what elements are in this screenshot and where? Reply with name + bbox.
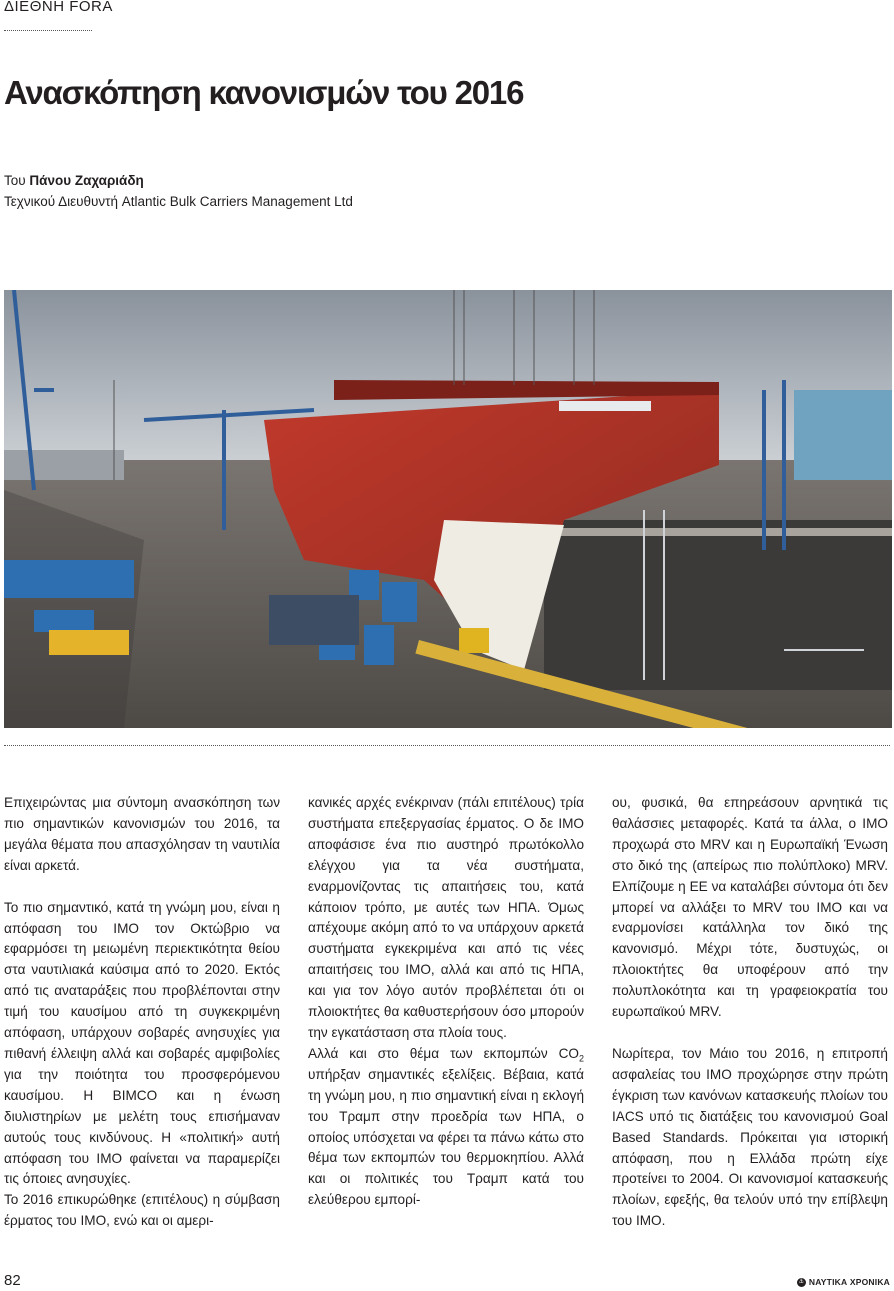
subscript: 2 — [578, 1053, 584, 1064]
paragraph: Νωρίτερα, τον Μάιο του 2016, η επιτροπή ασφαλείας του ΙΜΟ προχώρησε στην πρώτη έγκριση των κανόνων κατασκευής πλοίων του IACS υπό τις διατάξεις του κανονισμού Goal Based Standards. Πρόκειται για ιστορική απόφαση, που η Ελλάδα πρώτη είχε προτείνει το 2004. Οι κανονισμοί κατασκευής πλοίων, εφεξής, θα τελούν υπό την επίβλεψη του ΙΜΟ. — [612, 1045, 888, 1229]
paragraph: κανικές αρχές ενέκριναν (πάλι επιτέλους) τρία συστήματα επεξεργασίας έρματος. Ο δε ΙΜΟ αποφάσισε ένα πιο αυστηρό πρωτόκολλο ελέγχου για τα νέα συστήματα, εναρμονίζοντας τις απαιτήσεις του, κατά κάποιον τρόπο, με αυτές των ΗΠΑ. Όμως απέχουμε ακόμη από το να υπάρχουν αρκετά συστήματα εγκεκριμένα και από τις νέες απαιτήσεις του ΙΜΟ, αλλά και από τις ΗΠΑ, και για τον λόγο αυτόν προβλέπεται ότι οι πλοιοκτήτες θα καθυστερήσουν όσο μπορούν την εγκατάσταση στα πλοία τους. — [308, 795, 584, 1040]
article-photo — [4, 290, 892, 728]
byline — [4, 170, 353, 212]
paragraph: Το πιο σημαντικό, κατά τη γνώμη μου, είναι η απόφαση του ΙΜΟ τον Οκτώβριο να εφαρμόσει τη μειωμένη περιεκτικότητα θείου στα ναυτιλιακά καύσιμα από το 2020. Εκτός από τις αναταράξεις που προβλέπονται στην τιμή του καυσίμου από τη συγκεκριμένη απόφαση, υπάρχουν σοβαρές ανησυχίες για πιθανή έλλειψη αλλά και σοβαρές αμφιβολίες για την ποιότητα του προσφερόμενου καυσίμου. Η BIMCO και η ένωση διυλιστηρίων με μελέτη τους επισήμαναν αυτούς τους κινδύνους. Η «πολιτική» αυτή απόφαση του ΙΜΟ φαίνεται να παραμερίζει τις όποιες ανησυχίες. — [4, 899, 280, 1187]
paragraph-part: Αλλά και στο θέμα των εκπομπών CO — [308, 1045, 579, 1061]
photo-divider — [4, 745, 890, 746]
text-column-2 — [308, 793, 584, 1211]
paragraph: Επιχειρώντας μια σύντομη ανασκόπηση των πιο σημαντικών κανονισμών του 2016, τα μεγάλα θέματα που απασχόλησαν τη ναυτιλία είναι αρκετά. — [4, 795, 280, 873]
page-number: 82 — [4, 1272, 21, 1289]
author-role: Τεχνικού Διευθυντή Atlantic Bulk Carriers Management Ltd — [4, 194, 353, 209]
paragraph — [308, 1044, 584, 1211]
text-column-1 — [4, 793, 280, 1232]
author-name: Πάνου Ζαχαριάδη — [29, 173, 144, 188]
text-column-3 — [612, 793, 888, 1232]
brand-logo-icon: ⚓ — [798, 1278, 805, 1285]
article-title: Ανασκόπηση κανονισμών του 2016 — [4, 74, 524, 111]
paragraph-part: υπήρξαν σημαντικές εξελίξεις. Βέβαια, κατά τη γνώμη μου, η πιο σημαντική είναι η εκλογή του Τραμπ στην προεδρία των ΗΠΑ, ο οποίος υπόσχεται να φέρει τα πάνω κάτω στο θέμα των εκπομπών του θερμοκηπίου. Αλλά και οι πολιτικές του Τραμπ κατά του ελεύθερου εμπορί- — [308, 1066, 584, 1208]
brand-name: ΝΑΥΤΙΚΑ ΧΡΟΝΙΚΑ — [808, 1277, 890, 1287]
paragraph: ου, φυσικά, θα επηρεάσουν αρνητικά τις θαλάσσιες μεταφορές. Κατά τα άλλα, ο ΙΜΟ προχωρά στο MRV και η Ευρωπαϊκή Ένωση στο δικό της (απείρως πιο πολύπλοκο) MRV. Ελπίζουμε η ΕΕ να καταλάβει σύντομα ότι δεν μπορεί να αλλάξει το MRV του ΙΜΟ και να εναρμονίσει κατάλληλα τον δικό της κανονισμό. Μέχρι τότε, δυστυχώς, οι πλοιοκτήτες θα υποφέρουν από την πολυπλοκότητα και τη γραφειοκρατία του ευρωπαϊκού MRV. — [612, 795, 888, 1020]
publication-brand — [797, 1277, 890, 1287]
byline-prefix: Του — [4, 173, 30, 188]
section-label: ΔΙΕΘΝΗ FORA — [4, 0, 113, 15]
section-divider — [4, 30, 92, 31]
paragraph: Το 2016 επικυρώθηκε (επιτέλους) η σύμβαση έρματος του ΙΜΟ, ενώ και οι αμερι- — [4, 1192, 280, 1229]
